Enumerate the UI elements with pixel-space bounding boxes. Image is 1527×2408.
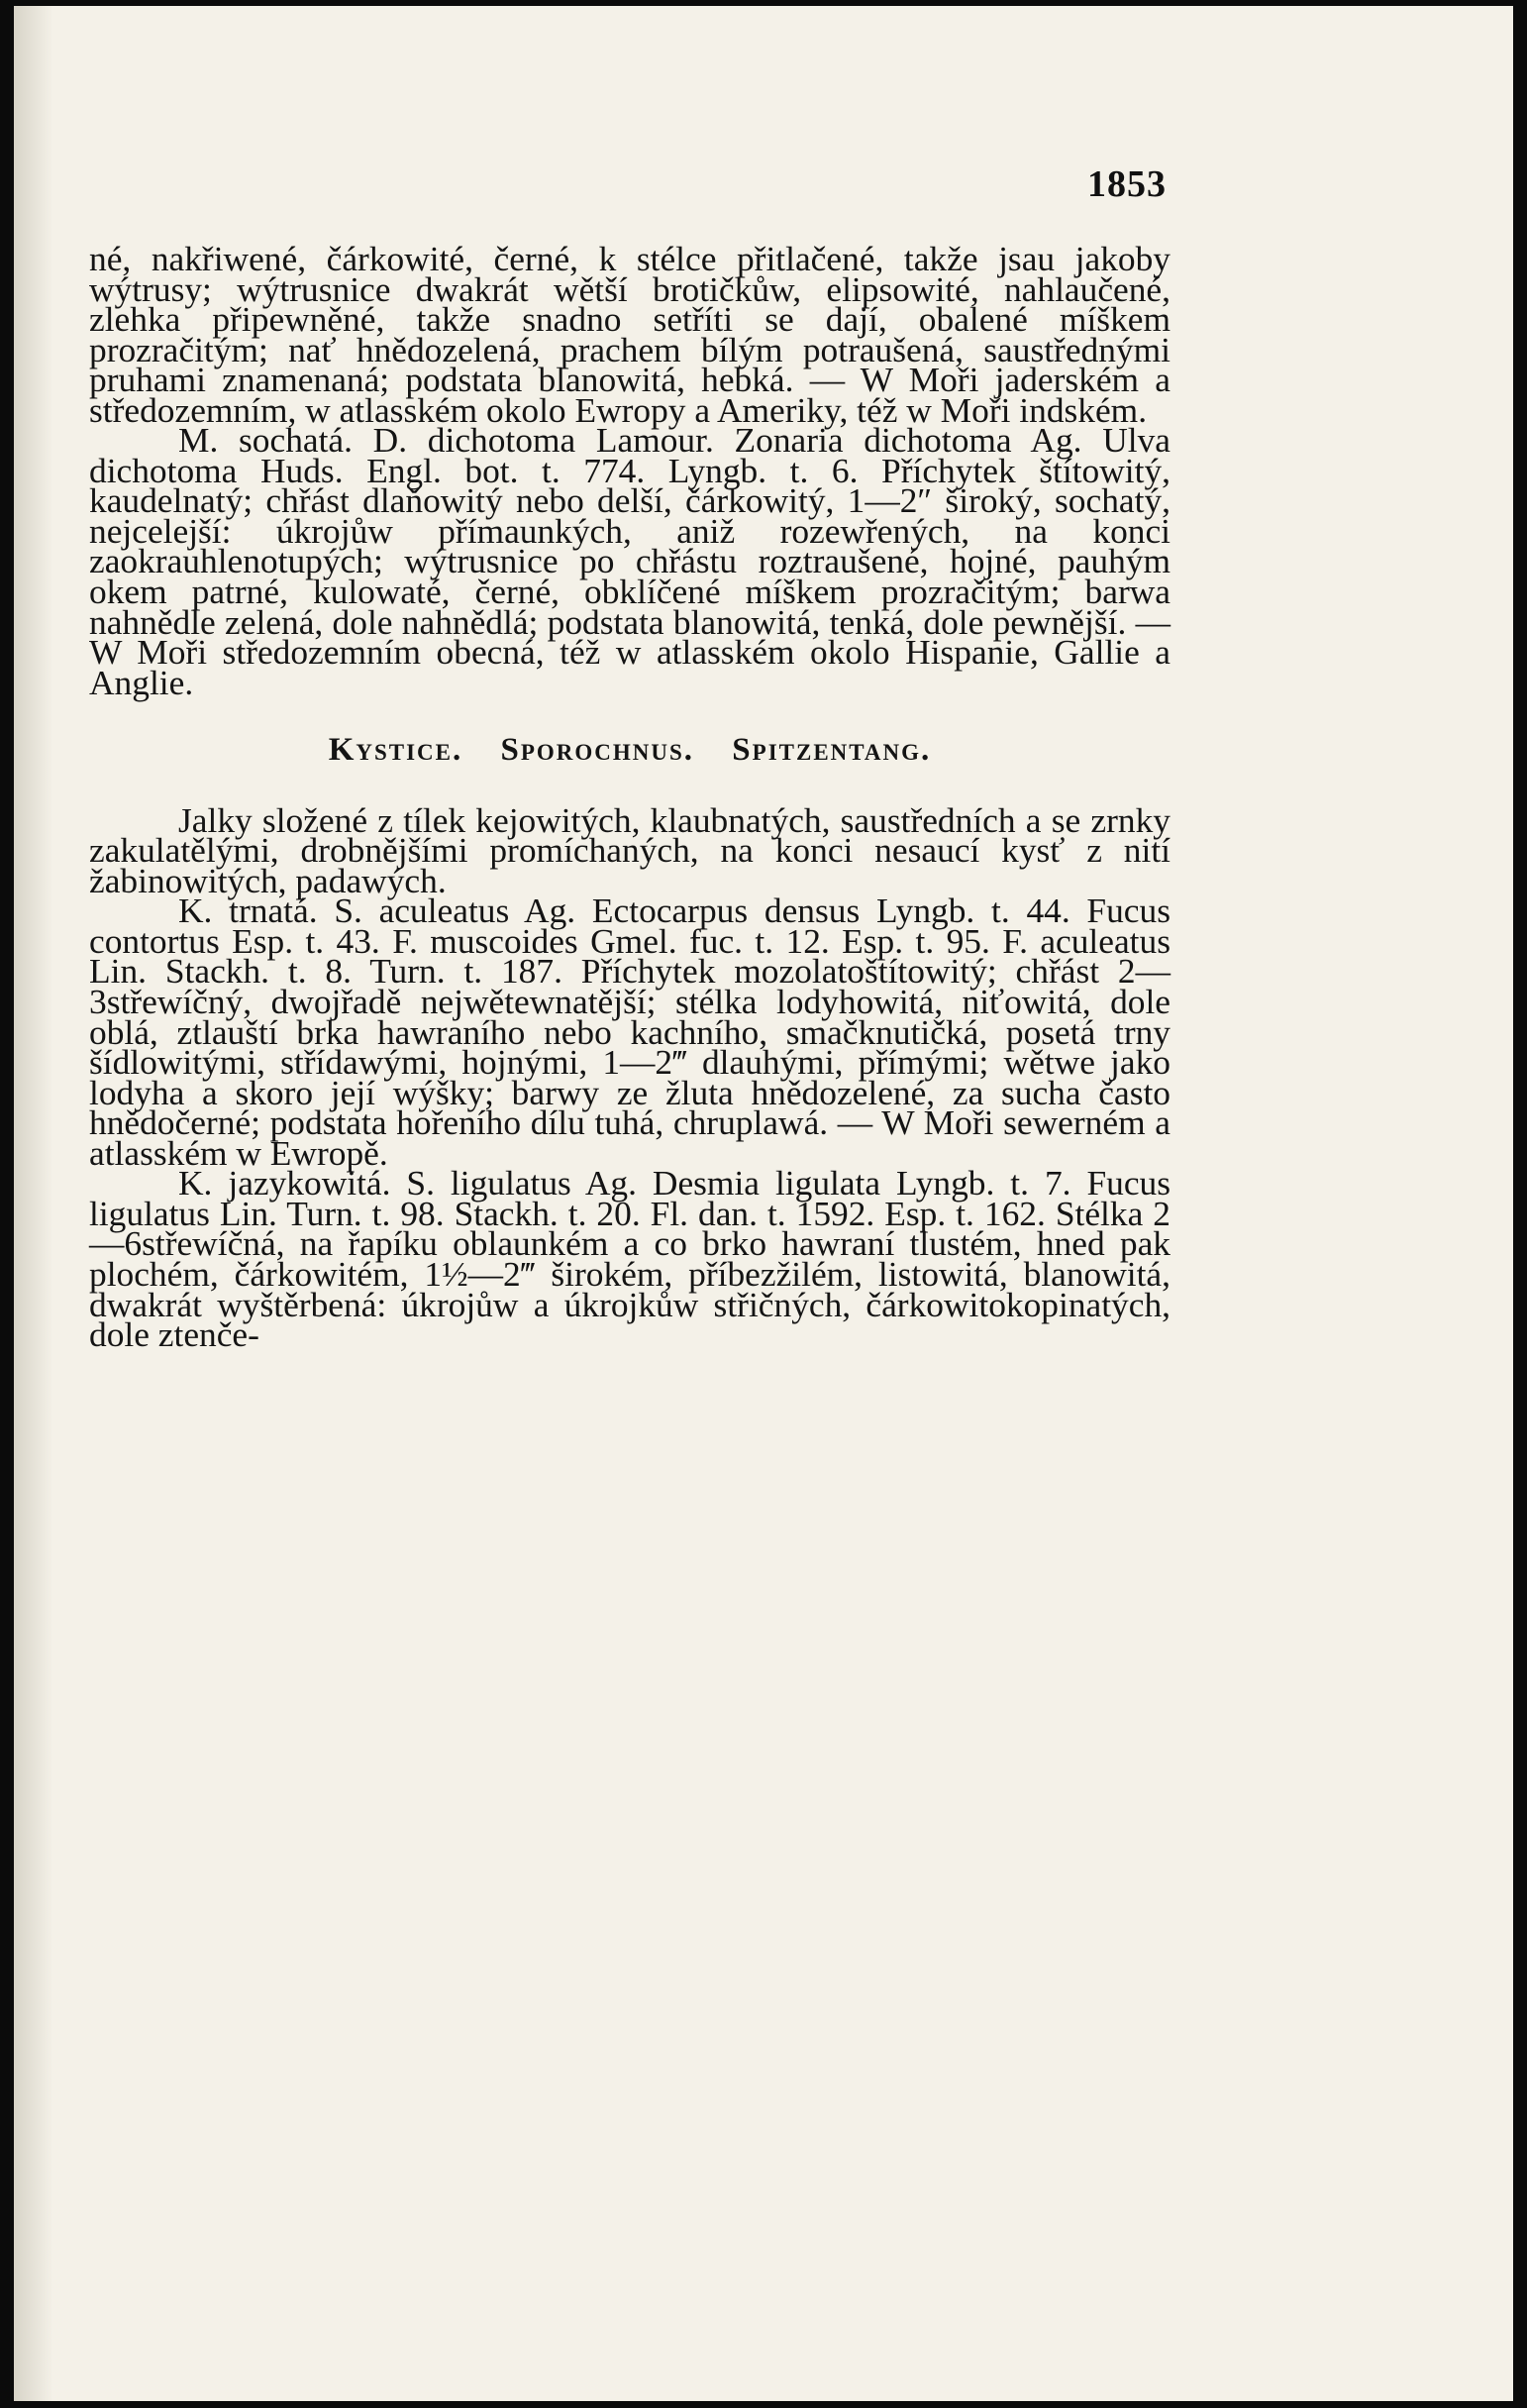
paragraph-species-entry: M. sochatá. D. dichotoma Lamour. Zonaria dichotoma Ag. Ulva dichotoma Huds. Engl. bot. t. 774. Lyngb. t. 6. Příchytek štítowitý, kaudelnatý; chřást dlaňowitý nebo delší, čárkowitý, 1—2″ široký, sochatý, nejcelejší: úkrojůw přímaunkých, aniž rozewřených, na konci zaokrauhlenotupých; wýtrusnice po chřástu roztraušené, hojné, pauhým okem patrné, kulowaté, černé, obklíčené míškem prozračitým; barwa nahnědle zelená, dole nahnědlá; podstata blanowitá, tenká, dole pewnější. — W Moři středozemním obecná, též w atlasském okolo Hispanie, Gallie a Anglie. [89,420,1171,702]
paragraph-genus-description: Jalky složené z tílek kejowitých, klaubnatých, saustředních a se zrnky zakulatělými, drobnějšími promíchaných, na konci nesaucí kysť z nití žabinowitých, padawých. [89,799,1171,900]
paragraph-species-entry: K. jazykowitá. S. ligulatus Ag. Desmia ligulata Lyngb. t. 7. Fucus ligulatus Lin. Turn. t. 98. Stackh. t. 20. Fl. dan. t. 1592. Esp. t. 162. Stélka 2—6střewíčná, na řapíku oblaunkém a co brko hawraní tlustém, hned pak plochém, čárkowitém, 1½—2‴ širokém, příbezžilém, listowitá, blanowitá, dwakrát wyštěrbená: úkrojůw a úkrojkůw střičných, čárkowitokopinatých, dole ztenče- [89,1163,1171,1355]
book-page [14,6,1513,2401]
page-body-text [89,239,1171,1355]
paragraph-species-entry: K. trnatá. S. aculeatus Ag. Ectocarpus densus Lyngb. t. 44. Fucus contortus Esp. t. 43. F. muscoides Gmel. fuc. t. 12. Esp. t. 95. F. aculeatus Lin. Stackh. t. 8. Turn. t. 187. Příchytek mozolatoštítowitý; chřást 2—3střewíčný, dwojřadě nejwětewnatější; stélka lodyhowitá, niťowitá, dole oblá, ztlauští brka hawraního nebo kachního, smačknutičká, posetá trny šídlowitými, střídawými, hojnými, 1—2‴ dlauhými, přímými; wětwe jako lodyha a skoro její wýšky; barwy ze žluta hnědozelené, za sucha často hnědočerné; podstata hořeního dílu tuhá, chruplawá. — W Moři sewerném a atlasském w Ewropě. [89,890,1171,1173]
page-number: 1853 [1087,163,1167,205]
page-gutter-shadow [14,6,53,2401]
paragraph-continuation: né, nakřiwené, čárkowité, černé, k stélce přitlačené, takže jsau jakoby wýtrusy; wýtrusnice dwakrát wětší brotičkůw, elipsowité, nahlaučené, zlehka připewněné, takže snadno setříti se dají, obalené míškem prozračitým; nať hnědozelená, prachem bílým potraušená, saustřednými pruhami znamenaná; podstata blanowitá, hebká. — W Moři jaderském a středozemním, w atlasském okolo Ewropy a Ameriky, též w Moři indském. [89,239,1171,430]
section-heading: Kystice. Sporochnus. Spitzentang. [328,732,932,769]
